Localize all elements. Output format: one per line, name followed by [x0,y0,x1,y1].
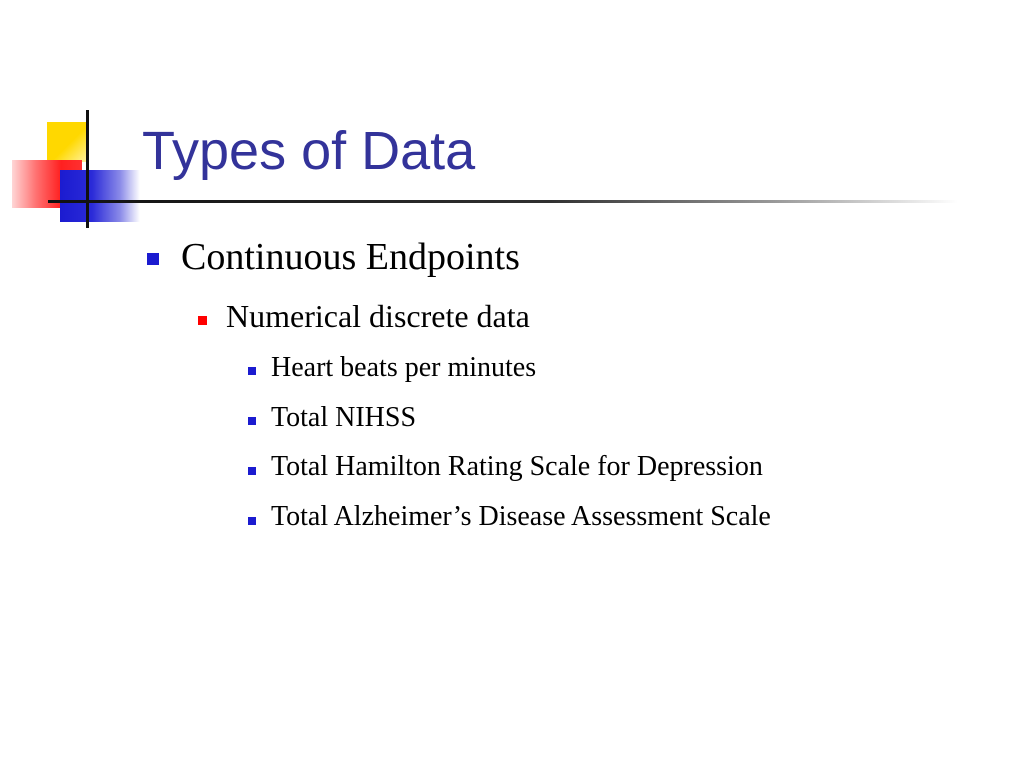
bullet-item-level3: Total NIHSS [271,402,417,433]
bullet-item-level2: Numerical discrete data [226,298,530,334]
bullet-item-level3: Heart beats per minutes [271,352,537,383]
bullet-square-icon [248,467,256,475]
bullet-square-icon [198,316,207,325]
bullet-item-level1: Continuous Endpoints [181,236,520,278]
bullet-square-icon [248,517,256,525]
slide-title: Types of Data [142,121,476,181]
bullet-square-icon [248,417,256,425]
bullet-square-icon [147,253,159,265]
bullet-item-level3: Total Hamilton Rating Scale for Depression [271,451,763,482]
bullet-item-level3: Total Alzheimer’s Disease Assessment Scale [271,501,771,532]
bullet-square-icon [248,367,256,375]
